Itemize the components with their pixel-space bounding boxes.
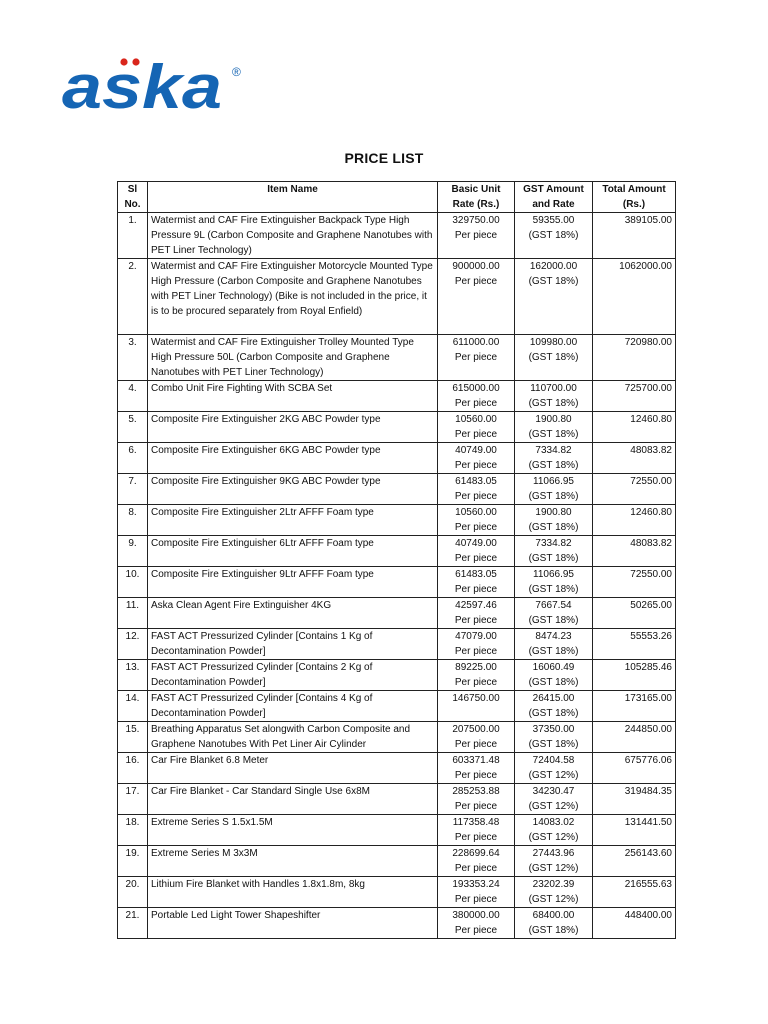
table-row bbox=[118, 691, 676, 722]
cell-rate: 117358.48 Per piece bbox=[438, 815, 515, 846]
cell-item-name: Aska Clean Agent Fire Extinguisher 4KG bbox=[148, 598, 438, 629]
cell-gst: 162000.00 (GST 18%) bbox=[515, 259, 593, 335]
cell-rate: 10560.00 Per piece bbox=[438, 412, 515, 443]
cell-rate: 40749.00 Per piece bbox=[438, 443, 515, 474]
cell-item-name: Composite Fire Extinguisher 6KG ABC Powder type bbox=[148, 443, 438, 474]
cell-total: 216555.63 bbox=[593, 877, 676, 908]
cell-item-name: FAST ACT Pressurized Cylinder [Contains 4 Kg of Decontamination Powder] bbox=[148, 691, 438, 722]
cell-item-name: Lithium Fire Blanket with Handles 1.8x1.8m, 8kg bbox=[148, 877, 438, 908]
table-row bbox=[118, 259, 676, 335]
cell-sl: 12. bbox=[118, 629, 148, 660]
cell-gst: 23202.39 (GST 12%) bbox=[515, 877, 593, 908]
cell-rate: 193353.24 Per piece bbox=[438, 877, 515, 908]
cell-gst: 7334.82 (GST 18%) bbox=[515, 443, 593, 474]
cell-sl: 10. bbox=[118, 567, 148, 598]
cell-sl: 9. bbox=[118, 536, 148, 567]
cell-total: 12460.80 bbox=[593, 412, 676, 443]
cell-total: 244850.00 bbox=[593, 722, 676, 753]
cell-total: 72550.00 bbox=[593, 474, 676, 505]
table-row bbox=[118, 335, 676, 381]
table-row bbox=[118, 443, 676, 474]
cell-gst: 11066.95 (GST 18%) bbox=[515, 474, 593, 505]
cell-gst: 7667.54 (GST 18%) bbox=[515, 598, 593, 629]
cell-rate: 611000.00 Per piece bbox=[438, 335, 515, 381]
cell-gst: 34230.47 (GST 12%) bbox=[515, 784, 593, 815]
table-row bbox=[118, 846, 676, 877]
table-row bbox=[118, 908, 676, 939]
cell-item-name: Extreme Series S 1.5x1.5M bbox=[148, 815, 438, 846]
cell-sl: 20. bbox=[118, 877, 148, 908]
cell-total: 48083.82 bbox=[593, 536, 676, 567]
table-row bbox=[118, 381, 676, 412]
logo-wordmark: ask a bbox=[62, 53, 217, 116]
cell-total: 72550.00 bbox=[593, 567, 676, 598]
cell-total: 725700.00 bbox=[593, 381, 676, 412]
cell-total: 720980.00 bbox=[593, 335, 676, 381]
table-row bbox=[118, 536, 676, 567]
table-row bbox=[118, 877, 676, 908]
cell-gst: 8474.23 (GST 18%) bbox=[515, 629, 593, 660]
logo-red-dot-left bbox=[120, 58, 127, 65]
header-gst-amount: GST Amount and Rate bbox=[515, 182, 593, 213]
cell-gst: 11066.95 (GST 18%) bbox=[515, 567, 593, 598]
cell-item-name: Composite Fire Extinguisher 6Ltr AFFF Foam type bbox=[148, 536, 438, 567]
cell-total: 389105.00 bbox=[593, 213, 676, 259]
cell-rate: 10560.00 Per piece bbox=[438, 505, 515, 536]
table-row bbox=[118, 815, 676, 846]
table-row bbox=[118, 660, 676, 691]
cell-total: 1062000.00 bbox=[593, 259, 676, 335]
cell-rate: 61483.05 Per piece bbox=[438, 474, 515, 505]
cell-gst: 16060.49 (GST 18%) bbox=[515, 660, 593, 691]
cell-item-name: Composite Fire Extinguisher 9Ltr AFFF Foam type bbox=[148, 567, 438, 598]
logo-red-dot-right bbox=[132, 58, 139, 65]
cell-gst: 37350.00 (GST 18%) bbox=[515, 722, 593, 753]
cell-gst: 1900.80 (GST 18%) bbox=[515, 412, 593, 443]
cell-item-name: Watermist and CAF Fire Extinguisher Backpack Type High Pressure 9L (Carbon Composite and Graphene Nanotubes with PET Liner Technology) bbox=[148, 213, 438, 259]
cell-gst: 7334.82 (GST 18%) bbox=[515, 536, 593, 567]
cell-item-name: Breathing Apparatus Set alongwith Carbon Composite and Graphene Nanotubes With Pet Liner Air Cylinder bbox=[148, 722, 438, 753]
cell-sl: 7. bbox=[118, 474, 148, 505]
table-row bbox=[118, 474, 676, 505]
cell-item-name: Car Fire Blanket - Car Standard Single Use 6x8M bbox=[148, 784, 438, 815]
cell-sl: 8. bbox=[118, 505, 148, 536]
cell-item-name: Composite Fire Extinguisher 2KG ABC Powder type bbox=[148, 412, 438, 443]
cell-gst: 59355.00 (GST 18%) bbox=[515, 213, 593, 259]
cell-item-name: FAST ACT Pressurized Cylinder [Contains 1 Kg of Decontamination Powder] bbox=[148, 629, 438, 660]
cell-item-name: FAST ACT Pressurized Cylinder [Contains 2 Kg of Decontamination Powder] bbox=[148, 660, 438, 691]
cell-sl: 21. bbox=[118, 908, 148, 939]
table-row bbox=[118, 598, 676, 629]
cell-rate: 615000.00 Per piece bbox=[438, 381, 515, 412]
cell-sl: 2. bbox=[118, 259, 148, 335]
cell-total: 448400.00 bbox=[593, 908, 676, 939]
table-row bbox=[118, 505, 676, 536]
cell-sl: 18. bbox=[118, 815, 148, 846]
cell-rate: 380000.00 Per piece bbox=[438, 908, 515, 939]
cell-total: 173165.00 bbox=[593, 691, 676, 722]
cell-item-name: Watermist and CAF Fire Extinguisher Motorcycle Mounted Type High Pressure (Carbon Composite and Graphene Nanotubes with PET Liner Technology) (Bike is not included in the price, it is to be procured separately from Royal Enfield) bbox=[148, 259, 438, 335]
cell-rate: 146750.00 bbox=[438, 691, 515, 722]
cell-rate: 61483.05 Per piece bbox=[438, 567, 515, 598]
cell-item-name: Extreme Series M 3x3M bbox=[148, 846, 438, 877]
cell-sl: 6. bbox=[118, 443, 148, 474]
cell-rate: 228699.64 Per piece bbox=[438, 846, 515, 877]
header-item-name: Item Name bbox=[148, 182, 438, 213]
cell-sl: 1. bbox=[118, 213, 148, 259]
cell-sl: 3. bbox=[118, 335, 148, 381]
table-row bbox=[118, 567, 676, 598]
cell-total: 105285.46 bbox=[593, 660, 676, 691]
registered-mark: ® bbox=[232, 65, 241, 79]
table-row bbox=[118, 629, 676, 660]
cell-gst: 27443.96 (GST 12%) bbox=[515, 846, 593, 877]
cell-item-name: Combo Unit Fire Fighting With SCBA Set bbox=[148, 381, 438, 412]
cell-item-name: Composite Fire Extinguisher 2Ltr AFFF Foam type bbox=[148, 505, 438, 536]
aska-logo bbox=[62, 52, 252, 116]
cell-item-name: Car Fire Blanket 6.8 Meter bbox=[148, 753, 438, 784]
cell-sl: 19. bbox=[118, 846, 148, 877]
cell-rate: 40749.00 Per piece bbox=[438, 536, 515, 567]
cell-rate: 47079.00 Per piece bbox=[438, 629, 515, 660]
table-row bbox=[118, 722, 676, 753]
page-title: PRICE LIST bbox=[344, 150, 424, 166]
cell-sl: 15. bbox=[118, 722, 148, 753]
cell-total: 675776.06 bbox=[593, 753, 676, 784]
table-row bbox=[118, 753, 676, 784]
cell-sl: 4. bbox=[118, 381, 148, 412]
table-row bbox=[118, 412, 676, 443]
cell-rate: 603371.48 Per piece bbox=[438, 753, 515, 784]
aska-logo-graphic bbox=[62, 52, 252, 116]
cell-gst: 109980.00 (GST 18%) bbox=[515, 335, 593, 381]
cell-rate: 42597.46 Per piece bbox=[438, 598, 515, 629]
cell-total: 48083.82 bbox=[593, 443, 676, 474]
cell-rate: 285253.88 Per piece bbox=[438, 784, 515, 815]
cell-gst: 72404.58 (GST 12%) bbox=[515, 753, 593, 784]
header-total-amount: Total Amount (Rs.) bbox=[593, 182, 676, 213]
cell-sl: 14. bbox=[118, 691, 148, 722]
header-basic-rate: Basic Unit Rate (Rs.) bbox=[438, 182, 515, 213]
cell-sl: 16. bbox=[118, 753, 148, 784]
cell-gst: 110700.00 (GST 18%) bbox=[515, 381, 593, 412]
cell-total: 50265.00 bbox=[593, 598, 676, 629]
cell-gst: 14083.02 (GST 12%) bbox=[515, 815, 593, 846]
cell-gst: 68400.00 (GST 18%) bbox=[515, 908, 593, 939]
cell-sl: 5. bbox=[118, 412, 148, 443]
cell-gst: 26415.00 (GST 18%) bbox=[515, 691, 593, 722]
cell-total: 131441.50 bbox=[593, 815, 676, 846]
cell-sl: 13. bbox=[118, 660, 148, 691]
cell-rate: 89225.00 Per piece bbox=[438, 660, 515, 691]
cell-total: 12460.80 bbox=[593, 505, 676, 536]
price-table bbox=[117, 181, 676, 939]
cell-sl: 17. bbox=[118, 784, 148, 815]
cell-rate: 329750.00 Per piece bbox=[438, 213, 515, 259]
cell-item-name: Watermist and CAF Fire Extinguisher Trolley Mounted Type High Pressure 50L (Carbon Composite and Graphene Nanotubes with PET Liner Technology) bbox=[148, 335, 438, 381]
cell-total: 319484.35 bbox=[593, 784, 676, 815]
cell-rate: 207500.00 Per piece bbox=[438, 722, 515, 753]
header-sl-no: Sl No. bbox=[118, 182, 148, 213]
cell-item-name: Composite Fire Extinguisher 9KG ABC Powder type bbox=[148, 474, 438, 505]
table-header-row bbox=[118, 182, 676, 213]
cell-gst: 1900.80 (GST 18%) bbox=[515, 505, 593, 536]
cell-sl: 11. bbox=[118, 598, 148, 629]
cell-item-name: Portable Led Light Tower Shapeshifter bbox=[148, 908, 438, 939]
cell-total: 55553.26 bbox=[593, 629, 676, 660]
table-row bbox=[118, 784, 676, 815]
cell-rate: 900000.00 Per piece bbox=[438, 259, 515, 335]
table-row bbox=[118, 213, 676, 259]
cell-total: 256143.60 bbox=[593, 846, 676, 877]
